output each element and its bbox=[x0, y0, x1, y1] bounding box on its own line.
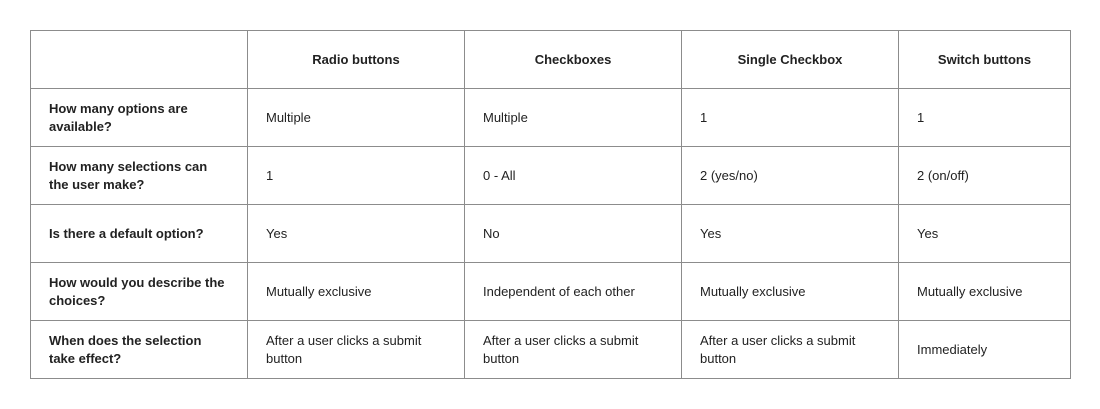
table-cell: Yes bbox=[899, 205, 1071, 263]
table-cell: Independent of each other bbox=[465, 263, 682, 321]
table-cell: Immediately bbox=[899, 321, 1071, 379]
table-row bbox=[31, 321, 1071, 379]
table-cell: After a user clicks a submit button bbox=[465, 321, 682, 379]
row-label: How many selections can the user make? bbox=[31, 147, 248, 205]
table-cell: No bbox=[465, 205, 682, 263]
table-cell: 1 bbox=[682, 89, 899, 147]
table-header-row bbox=[31, 31, 1071, 89]
table-cell: 2 (on/off) bbox=[899, 147, 1071, 205]
table-row bbox=[31, 205, 1071, 263]
table-cell: After a user clicks a submit button bbox=[682, 321, 899, 379]
table-cell: Yes bbox=[682, 205, 899, 263]
row-label: When does the selection take effect? bbox=[31, 321, 248, 379]
row-label: Is there a default option? bbox=[31, 205, 248, 263]
comparison-table bbox=[30, 30, 1071, 379]
row-label: How would you describe the choices? bbox=[31, 263, 248, 321]
header-cell-switch-buttons: Switch buttons bbox=[899, 31, 1071, 89]
table-cell: Yes bbox=[248, 205, 465, 263]
table-row bbox=[31, 263, 1071, 321]
table-cell: Mutually exclusive bbox=[899, 263, 1071, 321]
table-cell: 1 bbox=[899, 89, 1071, 147]
table-cell: Multiple bbox=[465, 89, 682, 147]
table-cell: 1 bbox=[248, 147, 465, 205]
table-cell: After a user clicks a submit button bbox=[248, 321, 465, 379]
table-cell: 0 - All bbox=[465, 147, 682, 205]
table-cell: Mutually exclusive bbox=[682, 263, 899, 321]
row-label: How many options are available? bbox=[31, 89, 248, 147]
table-cell: Mutually exclusive bbox=[248, 263, 465, 321]
header-cell-single-checkbox: Single Checkbox bbox=[682, 31, 899, 89]
header-cell-radio-buttons: Radio buttons bbox=[248, 31, 465, 89]
table-row bbox=[31, 89, 1071, 147]
header-cell-checkboxes: Checkboxes bbox=[465, 31, 682, 89]
table-row bbox=[31, 147, 1071, 205]
table-cell: Multiple bbox=[248, 89, 465, 147]
table-cell: 2 (yes/no) bbox=[682, 147, 899, 205]
header-cell-empty bbox=[31, 31, 248, 89]
